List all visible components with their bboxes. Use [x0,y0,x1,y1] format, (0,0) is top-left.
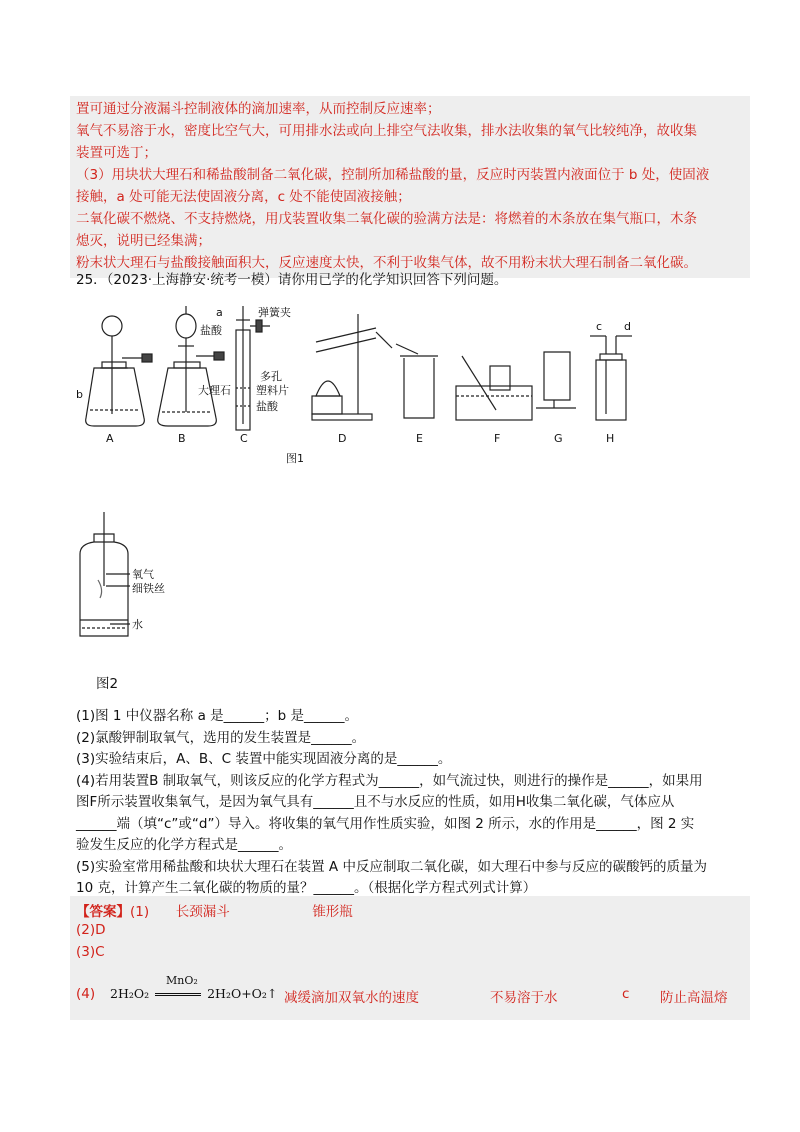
question-title: 25．（2023·上海静安·统考一模）请你用已学的化学知识回答下列问题。 [76,272,508,288]
device-g-jar [536,352,576,408]
label-dalishi: 大理石 [198,384,231,397]
prev-answer-line: 熄灭，说明已经集满； [76,233,211,249]
label-d: d [624,320,631,333]
answer-block [70,896,750,1020]
question-item: (2)氯酸钾制取氧气，选用的发生装置是______。 [76,729,366,746]
prev-answer-line: 接触，a 处可能无法使固液分离，c 处不能使固液接触； [76,189,411,205]
figure-1-caption: 图1 [286,452,304,465]
question-item: (5)实验室常用稀盐酸和块状大理石在装置 A 中反应制取二氧化碳，如大理石中参与反应的碳酸钙的质量为 [76,858,707,875]
device-h-bottle [590,336,632,420]
figure-1-apparatus [76,296,676,468]
label-a: a [216,306,223,319]
equation-right: 2H₂O+O₂↑ [207,986,278,1001]
device-a-flask [86,316,152,426]
answer-4-part-4: c [622,986,630,1002]
label-water: 水 [132,618,143,631]
device-label: G [554,432,563,445]
prev-answer-line: 装置可选丁； [76,145,157,161]
device-label: H [606,432,615,445]
device-f-trough [456,356,532,420]
question-item: (1)图 1 中仪器名称 a 是______；b 是______。 [76,708,359,724]
device-d-heater [312,314,392,420]
answer-4-part-3: 不易溶于水 [490,990,558,1006]
prev-answer-line: 粉末状大理石与盐酸接触面积大，反应速度太快，不利于收集气体，故不用粉末状大理石制备二氧化碳。 [76,255,697,271]
device-label: E [416,432,423,445]
device-label: A [106,432,114,445]
equation-left: 2H₂O₂ [110,986,150,1001]
question-item: (4)若用装置B 制取氧气，则该反应的化学方程式为______，如气流过快，则进行的操作是______，如果用 [76,772,703,789]
prev-answer-line: 二氧化碳不燃烧、不支持燃烧，用戊装置收集二氧化碳的验满方法是：将燃着的木条放在集气瓶口，木条 [76,211,697,227]
label-iron-wire: 细铁丝 [132,582,165,595]
answer-3: (3)C [76,944,105,960]
label-b: b [76,388,83,401]
previous-answer-block [70,96,750,278]
figure-2-caption: 图2 [96,676,119,692]
device-label: F [494,432,501,445]
answer-1-num: (1) [130,904,150,920]
answer-4-part-5: 防止高温熔 [660,990,728,1006]
label-yansuan-bottom: 盐酸 [256,400,278,413]
device-label: C [240,432,248,445]
equation-catalyst: MnO₂ [166,974,198,987]
device-e-jar [396,344,438,418]
device-label: B [178,432,186,445]
label-tanhuangjia: 弹簧夹 [258,306,291,319]
answer-1-part-1: 长颈漏斗 [175,904,230,920]
label-yansuan-top: 盐酸 [200,324,222,337]
label-duokong: 多孔 [260,370,282,383]
device-label: D [338,432,347,445]
answer-4-equation [110,974,278,1006]
answer-tag: 【答案】 [76,904,130,920]
label-suliaopian: 塑料片 [256,384,289,397]
answer-4-num: (4) [76,986,96,1002]
prev-answer-line: 氧气不易溶于水，密度比空气大，可用排水法或向上排空气法收集，排水法收集的氧气比较纯净，故收集 [76,123,697,139]
question-item: (3)实验结束后，A、B、C 装置中能实现固液分离的是______。 [76,751,452,767]
answer-4-part-2: 减缓滴加双氧水的速度 [284,990,419,1006]
figure-2-iron-combustion [70,512,180,644]
question-item: ______端（填“c”或“d”）导入。将收集的氧气用作性质实验，如图 2 所示，水的作用是______，图 2 实 [76,815,695,832]
question-items [76,706,752,900]
question-item: 验发生反应的化学方程式是______。 [76,837,292,853]
answer-1-part-2: 锥形瓶 [312,904,353,920]
label-c: c [596,320,603,333]
answer-2: (2)D [76,922,106,938]
question-item: 10 克，计算产生二氧化碳的物质的量？______。（根据化学方程式列式计算） [76,880,537,896]
equation-body [110,986,277,1001]
prev-answer-line: 置可通过分液漏斗控制液体的滴加速率，从而控制反应速率； [76,101,441,117]
answer-row-1 [76,900,353,920]
question-item: 图F所示装置收集氧气，是因为氧气具有______且不与水反应的性质，如用H收集二氧化碳，气体应从 [76,794,675,810]
label-oxygen: 氧气 [132,568,154,581]
prev-answer-line: （3）用块状大理石和稀盐酸制备二氧化碳，控制所加稀盐酸的量，反应时丙装置内液面位于 b 处，使固液 [76,167,710,183]
